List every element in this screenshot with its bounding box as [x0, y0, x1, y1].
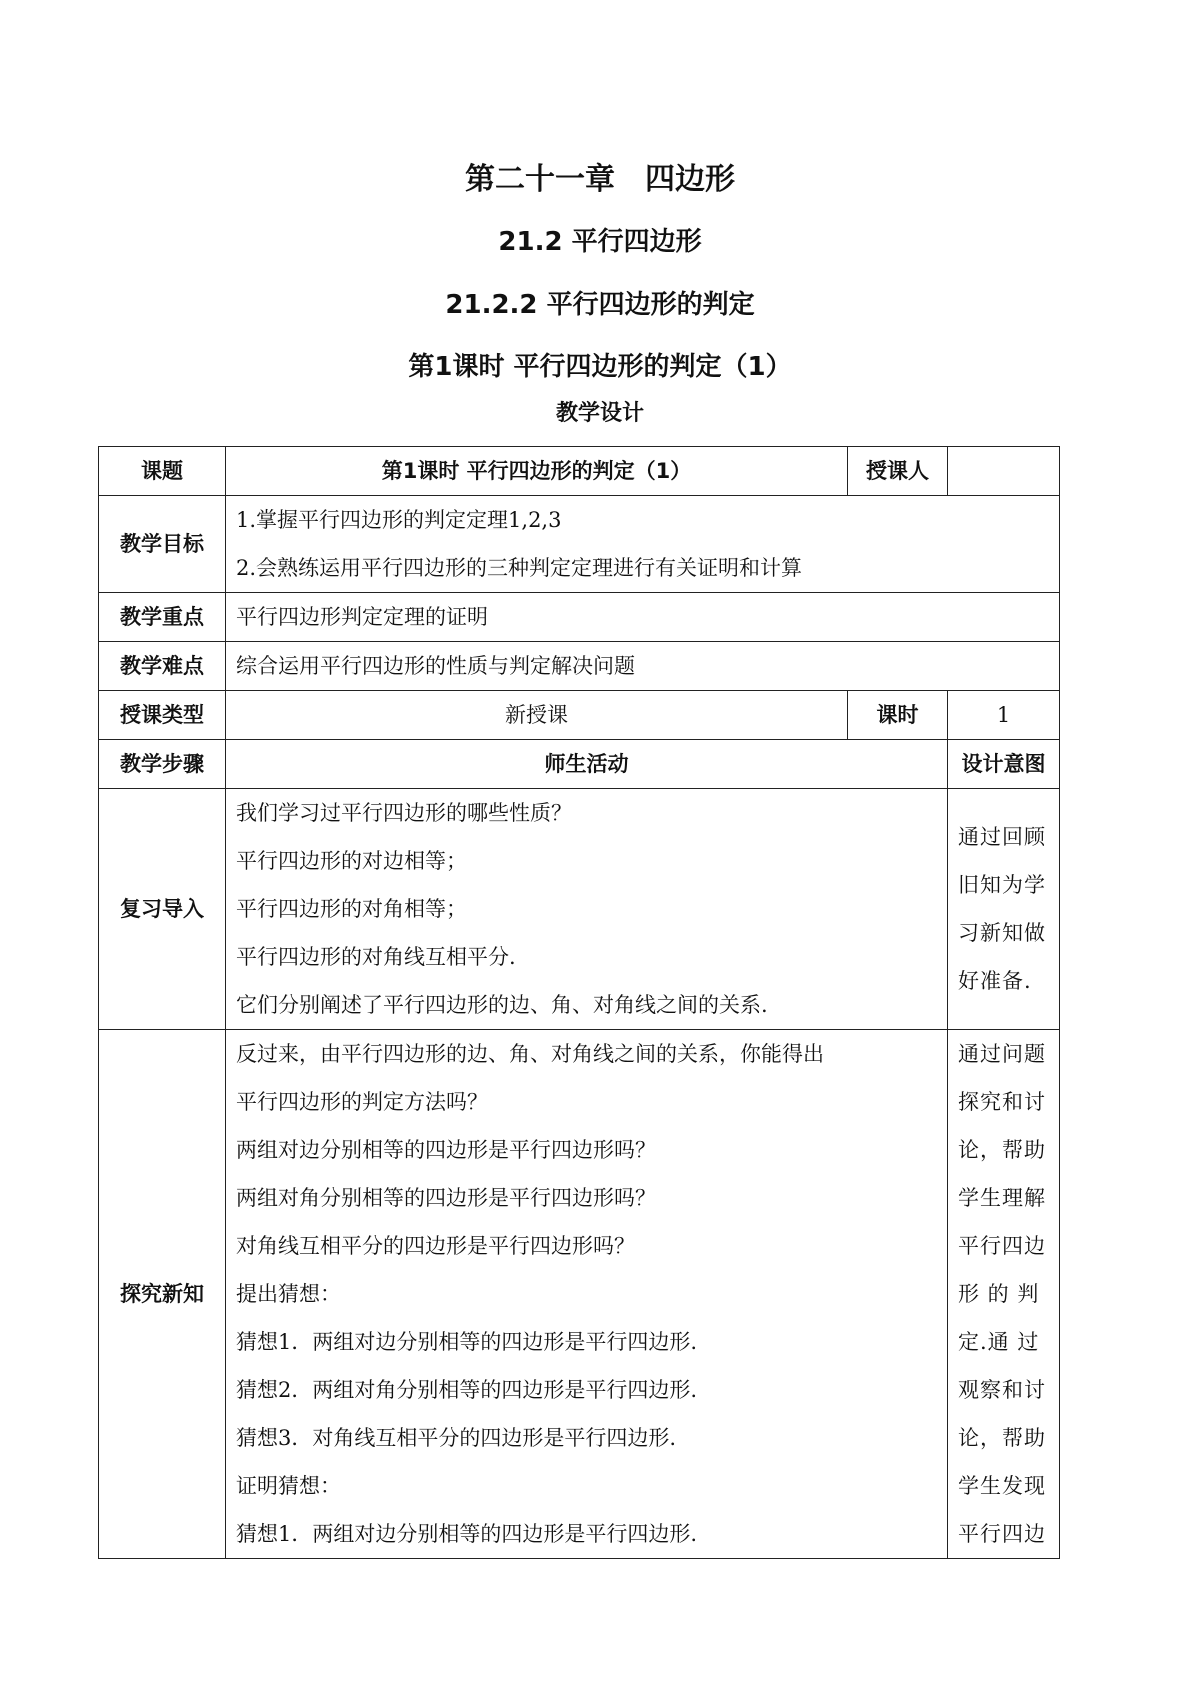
explore-intent-line: 论，帮助: [958, 1138, 1046, 1162]
document-headings: [0, 150, 1200, 432]
difficulty-value: 综合运用平行四边形的性质与判定解决问题: [226, 642, 1060, 691]
lesson-title: 第1课时 平行四边形的判定（1）: [408, 352, 792, 382]
goal-item: 2.会熟练运用平行四边形的三种判定定理进行有关证明和计算: [236, 556, 803, 580]
goals-label: 教学目标: [99, 496, 226, 593]
explore-intent: [948, 1030, 1060, 1559]
explore-line: 两组对角分别相等的四边形是平行四边形吗？: [236, 1186, 656, 1210]
explore-intent-line: 定.通 过: [958, 1330, 1040, 1354]
row-header: [99, 740, 1060, 789]
type-label: 授课类型: [99, 691, 226, 740]
explore-intent-line: 平行四边: [958, 1234, 1046, 1258]
goals-content: [226, 496, 1060, 593]
chapter-title: 第二十一章 四边形: [465, 162, 735, 197]
review-intent-line: 习新知做: [958, 921, 1046, 945]
subsection-title: 21.2.2 平行四边形的判定: [445, 290, 755, 320]
topic-value: 第1课时 平行四边形的判定（1）: [226, 447, 848, 496]
explore-line: 两组对边分别相等的四边形是平行四边形吗？: [236, 1138, 656, 1162]
review-intent-line: 好准备.: [958, 969, 1032, 993]
explore-line: 猜想1．两组对边分别相等的四边形是平行四边形.: [236, 1522, 698, 1546]
explore-line: 猜想3．对角线互相平分的四边形是平行四边形.: [236, 1426, 677, 1450]
review-label: 复习导入: [99, 789, 226, 1030]
activity-header: 师生活动: [226, 740, 948, 789]
explore-intent-line: 探究和讨: [958, 1090, 1046, 1114]
explore-content: [226, 1030, 948, 1559]
goal-item: 1.掌握平行四边形的判定定理1,2,3: [236, 508, 562, 532]
explore-intent-line: 学生理解: [958, 1186, 1046, 1210]
key-label: 教学重点: [99, 593, 226, 642]
review-line: 我们学习过平行四边形的哪些性质？: [236, 801, 572, 825]
review-line: 它们分别阐述了平行四边形的边、角、对角线之间的关系.: [236, 993, 768, 1017]
type-value: 新授课: [226, 691, 848, 740]
row-key: [99, 593, 1060, 642]
explore-line: 提出猜想：: [236, 1282, 341, 1306]
explore-intent-line: 通过问题: [958, 1042, 1046, 1066]
teacher-label: 授课人: [848, 447, 948, 496]
review-line: 平行四边形的对边相等；: [236, 849, 467, 873]
teacher-value: [948, 447, 1060, 496]
steps-header: 教学步骤: [99, 740, 226, 789]
row-difficulty: [99, 642, 1060, 691]
review-line: 平行四边形的对角相等；: [236, 897, 467, 921]
explore-intent-line: 论，帮助: [958, 1426, 1046, 1450]
hours-label: 课时: [848, 691, 948, 740]
doc-type-title: 教学设计: [555, 401, 644, 426]
difficulty-label: 教学难点: [99, 642, 226, 691]
section-title: 21.2 平行四边形: [498, 227, 702, 257]
hours-value: 1: [948, 691, 1060, 740]
row-type: [99, 691, 1060, 740]
explore-intent-line: 形 的 判: [958, 1282, 1040, 1306]
review-line: 平行四边形的对角线互相平分.: [236, 945, 516, 969]
explore-line: 证明猜想：: [236, 1474, 341, 1498]
topic-label: 课题: [99, 447, 226, 496]
row-explore: [99, 1030, 1060, 1559]
explore-line: 反过来，由平行四边形的边、角、对角线之间的关系，你能得出: [236, 1042, 824, 1066]
row-goals: [99, 496, 1060, 593]
lesson-plan-table: [98, 446, 1060, 1559]
explore-label: 探究新知: [99, 1030, 226, 1559]
review-intent-line: 通过回顾: [958, 825, 1046, 849]
explore-line: 猜想1．两组对边分别相等的四边形是平行四边形.: [236, 1330, 698, 1354]
row-topic: [99, 447, 1060, 496]
key-value: 平行四边形判定定理的证明: [226, 593, 1060, 642]
explore-line: 对角线互相平分的四边形是平行四边形吗？: [236, 1234, 635, 1258]
intent-header: 设计意图: [948, 740, 1060, 789]
explore-intent-line: 平行四边: [958, 1522, 1046, 1546]
explore-intent-line: 学生发现: [958, 1474, 1046, 1498]
review-intent: [948, 789, 1060, 1030]
review-content: [226, 789, 948, 1030]
explore-intent-line: 观察和讨: [958, 1378, 1046, 1402]
review-intent-line: 旧知为学: [958, 873, 1046, 897]
row-review: [99, 789, 1060, 1030]
explore-line: 猜想2．两组对角分别相等的四边形是平行四边形.: [236, 1378, 698, 1402]
explore-line: 平行四边形的判定方法吗？: [236, 1090, 488, 1114]
